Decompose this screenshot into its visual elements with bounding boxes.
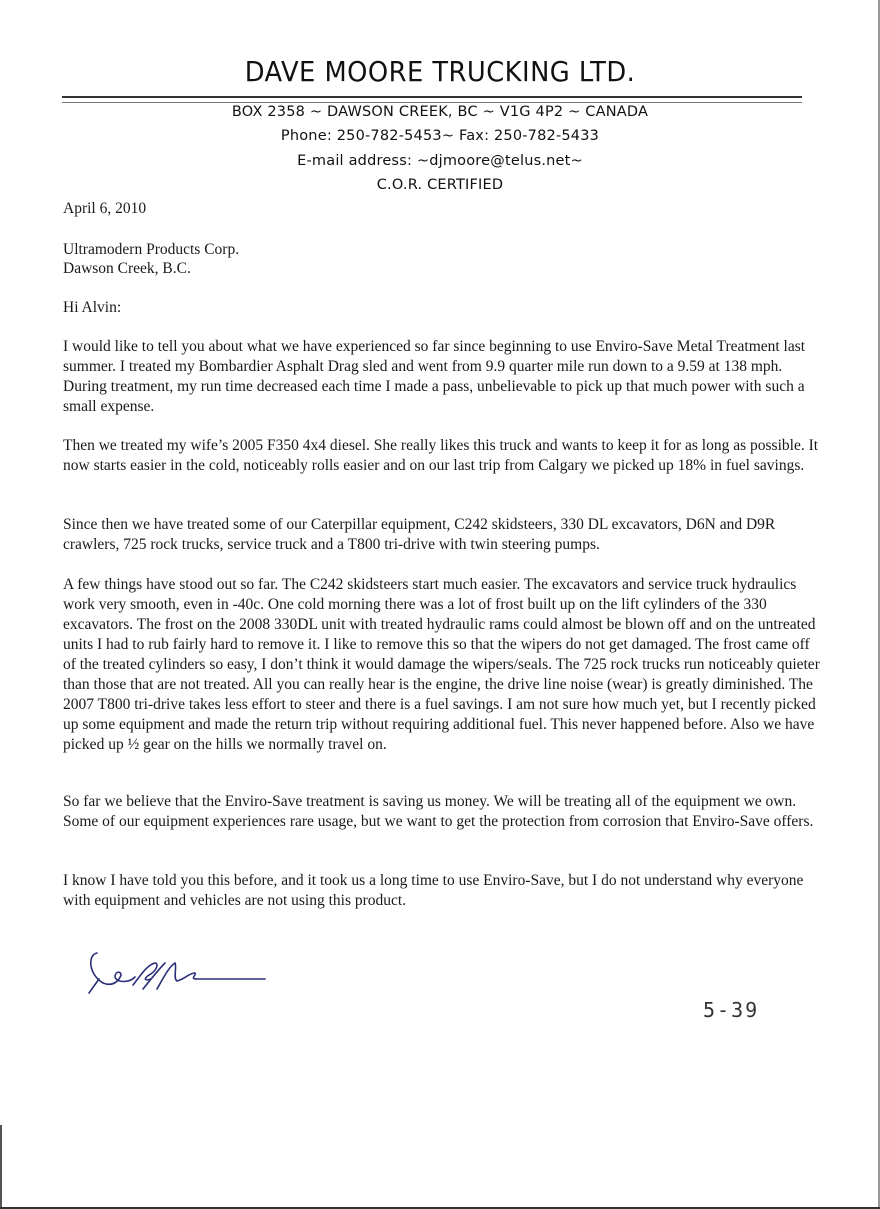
recipient-block: [63, 240, 239, 278]
greeting: Hi Alvin:: [63, 299, 122, 316]
body-paragraph-1: I would like to tell you about what we have experienced so far since beginning to use Enviro-Save Metal Treatment last summer. I treated my Bombardier Asphalt Drag sled and went from 9.9 quarter mile run down to a 9.59 at 138 mph. During treatment, my run time decreased each time I made a pass, unbelievable to pick up that much power with such a small expense.: [63, 338, 806, 415]
letterhead-address: BOX 2358 ~ DAWSON CREEK, BC ~ V1G 4P2 ~ CANADA: [231, 104, 649, 120]
body-paragraph-2: Then we treated my wife’s 2005 F350 4x4 diesel. She really likes this truck and wants to keep it for as long as possible. It now starts easier in the cold, noticeably rolls easier and on our last trip from Calgary we picked up 18% in fuel savings.: [63, 437, 819, 474]
company-name: DAVE MOORE TRUCKING LTD.: [244, 55, 636, 88]
body-paragraph-3: Since then we have treated some of our Caterpillar equipment, C242 skidsteers, 330 DL excavators, D6N and D9R crawlers, 725 rock trucks, service truck and a T800 tri-drive with twin steering pumps.: [63, 516, 776, 553]
body-paragraph-5: So far we believe that the Enviro-Save treatment is saving us money. We will be treating all of the equipment we own. Some of our equipment experiences rare usage, but we want to get the protection from corrosion that Enviro-Save offers.: [63, 793, 814, 830]
letterhead-divider: [62, 96, 802, 103]
recipient-city: Dawson Creek, B.C.: [63, 260, 191, 277]
letter-date: April 6, 2010: [63, 200, 147, 217]
letterhead-email: E-mail address: ~djmoore@telus.net~: [297, 153, 583, 169]
scan-edge-left: [0, 1125, 2, 1209]
body-paragraph-4: A few things have stood out so far. The C242 skidsteers start much easier. The excavators and service truck hydraulics work very smooth, even in -40c. One cold morning there was a lot of frost built up on the lift cylinders of the 330 excavators. The frost on the 2008 330DL unit with treated hydraulic rams could almost be blown off and on the untreated units I had to rub fairly hard to remove it. I like to remove this so that the wipers do not get damaged. The frost came off of the treated cylinders so easy, I don’t think it would damage the wipers/seals. The 725 rock trucks run noticeably quieter than those that are not treated. All you can really hear is the engine, the drive line noise (wear) is greatly diminished. The 2007 T800 tri-drive takes less effort to steer and there is a fuel savings. I am not sure how much yet, but I recently picked up some equipment and made the return trip without requiring additional fuel. This never happened before. Also we have picked up ½ gear on the hills we normally travel on.: [63, 576, 820, 753]
signature-stroke: [85, 945, 285, 1005]
handwritten-signature: [85, 945, 285, 1010]
page-number: 5-39: [703, 998, 760, 1022]
recipient-name: Ultramodern Products Corp.: [63, 241, 240, 258]
body-paragraph-6: I know I have told you this before, and it took us a long time to use Enviro-Save, but I do not understand why everyone with equipment and vehicles are not using this product.: [63, 872, 804, 909]
letterhead-phone-fax: Phone: 250-782-5453~ Fax: 250-782-5433: [280, 128, 600, 144]
letterhead-certification: C.O.R. CERTIFIED: [376, 177, 504, 193]
